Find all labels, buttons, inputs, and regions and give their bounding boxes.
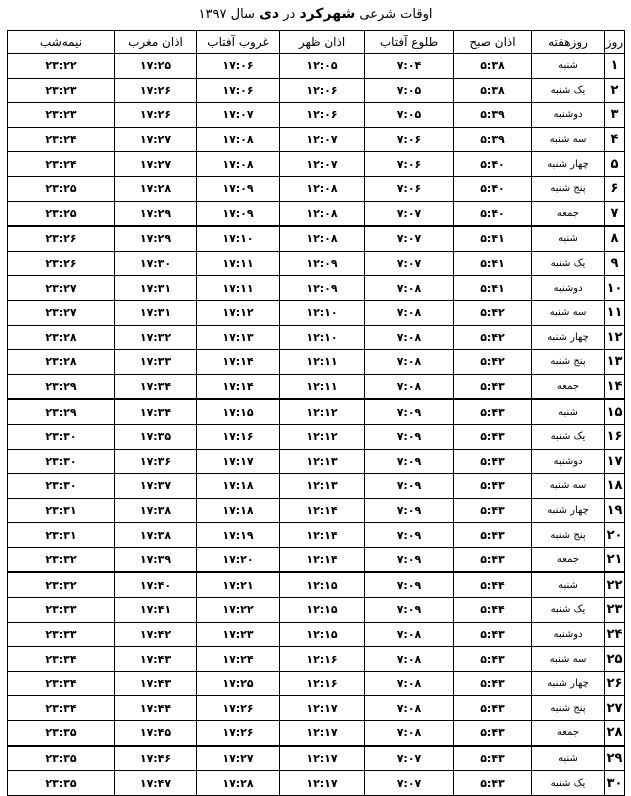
table-row <box>8 498 625 523</box>
dhuhr-time: ۱۲:۰۷ <box>280 152 365 177</box>
weekday: جمعه <box>532 547 605 572</box>
maghrib-time: ۱۷:۲۹ <box>115 226 197 251</box>
sunset-time: ۱۷:۰۶ <box>197 54 280 79</box>
weekday: پنج شنبه <box>532 176 605 201</box>
sunset-time: ۱۷:۰۹ <box>197 201 280 226</box>
midnight-time: ۲۳:۲۶ <box>8 226 115 251</box>
weekday: چهار شنبه <box>532 325 605 350</box>
weekday: یک شنبه <box>532 424 605 449</box>
midnight-time: ۲۳:۲۹ <box>8 374 115 399</box>
fajr-time: ۵:۴۳ <box>454 622 532 647</box>
header-row <box>8 31 625 54</box>
midnight-time: ۲۳:۳۲ <box>8 547 115 572</box>
weekday: پنج شنبه <box>532 696 605 721</box>
fajr-time: ۵:۴۰ <box>454 152 532 177</box>
dhuhr-time: ۱۲:۱۴ <box>280 498 365 523</box>
dhuhr-time: ۱۲:۰۸ <box>280 201 365 226</box>
title-prefix: اوقات شرعی <box>359 7 433 22</box>
day-number: ۲۶ <box>605 671 625 696</box>
weekday: شنبه <box>532 226 605 251</box>
table-row <box>8 276 625 301</box>
dhuhr-time: ۱۲:۱۰ <box>280 325 365 350</box>
maghrib-time: ۱۷:۳۸ <box>115 498 197 523</box>
table-row <box>8 547 625 572</box>
maghrib-time: ۱۷:۴۲ <box>115 622 197 647</box>
dhuhr-time: ۱۲:۰۶ <box>280 78 365 103</box>
weekday: شنبه <box>532 54 605 79</box>
table-row <box>8 103 625 128</box>
page-title <box>0 0 631 28</box>
sunset-time: ۱۷:۲۵ <box>197 671 280 696</box>
day-number: ۱۳ <box>605 350 625 375</box>
table-row <box>8 671 625 696</box>
sunrise-time: ۷:۰۸ <box>365 622 454 647</box>
midnight-time: ۲۳:۳۳ <box>8 622 115 647</box>
weekday: چهار شنبه <box>532 671 605 696</box>
midnight-time: ۲۳:۲۸ <box>8 350 115 375</box>
midnight-time: ۲۳:۲۸ <box>8 325 115 350</box>
midnight-time: ۲۳:۲۷ <box>8 276 115 301</box>
table-row <box>8 176 625 201</box>
maghrib-time: ۱۷:۳۸ <box>115 523 197 548</box>
weekday: شنبه <box>532 399 605 424</box>
maghrib-time: ۱۷:۴۰ <box>115 572 197 597</box>
dhuhr-time: ۱۲:۱۵ <box>280 598 365 623</box>
dhuhr-time: ۱۲:۱۷ <box>280 771 365 796</box>
table-row <box>8 374 625 399</box>
midnight-time: ۲۳:۲۵ <box>8 201 115 226</box>
weekday: چهار شنبه <box>532 152 605 177</box>
day-number: ۹ <box>605 251 625 276</box>
midnight-time: ۲۳:۲۶ <box>8 251 115 276</box>
sunrise-time: ۷:۰۸ <box>365 721 454 746</box>
maghrib-time: ۱۷:۳۴ <box>115 399 197 424</box>
dhuhr-time: ۱۲:۱۲ <box>280 399 365 424</box>
fajr-time: ۵:۳۹ <box>454 103 532 128</box>
day-number: ۲۹ <box>605 746 625 771</box>
dhuhr-time: ۱۲:۱۷ <box>280 746 365 771</box>
maghrib-time: ۱۷:۲۷ <box>115 152 197 177</box>
dhuhr-time: ۱۲:۰۵ <box>280 54 365 79</box>
fajr-time: ۵:۴۲ <box>454 300 532 325</box>
sunrise-time: ۷:۰۸ <box>365 696 454 721</box>
day-number: ۱۹ <box>605 498 625 523</box>
sunrise-time: ۷:۰۷ <box>365 771 454 796</box>
sunrise-time: ۷:۰۸ <box>365 300 454 325</box>
day-number: ۵ <box>605 152 625 177</box>
weekday: جمعه <box>532 374 605 399</box>
dhuhr-time: ۱۲:۱۷ <box>280 696 365 721</box>
table-row <box>8 424 625 449</box>
fajr-time: ۵:۴۳ <box>454 424 532 449</box>
header-sunrise: طلوع آفتاب <box>365 31 454 54</box>
maghrib-time: ۱۷:۴۶ <box>115 746 197 771</box>
weekday: پنج شنبه <box>532 350 605 375</box>
sunset-time: ۱۷:۰۷ <box>197 103 280 128</box>
sunrise-time: ۷:۰۹ <box>365 474 454 499</box>
midnight-time: ۲۳:۳۴ <box>8 671 115 696</box>
sunset-time: ۱۷:۰۸ <box>197 127 280 152</box>
maghrib-time: ۱۷:۲۹ <box>115 201 197 226</box>
day-number: ۸ <box>605 226 625 251</box>
sunrise-time: ۷:۰۸ <box>365 350 454 375</box>
day-number: ۱۴ <box>605 374 625 399</box>
weekday: شنبه <box>532 746 605 771</box>
midnight-time: ۲۳:۳۱ <box>8 498 115 523</box>
fajr-time: ۵:۴۳ <box>454 746 532 771</box>
title-year: ۱۳۹۷ <box>198 7 227 22</box>
maghrib-time: ۱۷:۳۹ <box>115 547 197 572</box>
table-row <box>8 647 625 672</box>
header-dhuhr: اذان ظهر <box>280 31 365 54</box>
sunset-time: ۱۷:۱۷ <box>197 449 280 474</box>
maghrib-time: ۱۷:۲۸ <box>115 176 197 201</box>
table-row <box>8 771 625 796</box>
midnight-time: ۲۳:۲۷ <box>8 300 115 325</box>
midnight-time: ۲۳:۳۴ <box>8 696 115 721</box>
dhuhr-time: ۱۲:۱۰ <box>280 300 365 325</box>
dhuhr-time: ۱۲:۰۹ <box>280 251 365 276</box>
day-number: ۴ <box>605 127 625 152</box>
sunset-time: ۱۷:۲۲ <box>197 598 280 623</box>
dhuhr-time: ۱۲:۱۳ <box>280 474 365 499</box>
sunset-time: ۱۷:۱۳ <box>197 325 280 350</box>
fajr-time: ۵:۴۳ <box>454 547 532 572</box>
day-number: ۱۸ <box>605 474 625 499</box>
day-number: ۱۰ <box>605 276 625 301</box>
day-number: ۲۸ <box>605 721 625 746</box>
sunrise-time: ۷:۰۹ <box>365 449 454 474</box>
table-row <box>8 325 625 350</box>
weekday: دوشنبه <box>532 103 605 128</box>
sunrise-time: ۷:۰۷ <box>365 201 454 226</box>
day-number: ۲۴ <box>605 622 625 647</box>
sunset-time: ۱۷:۱۶ <box>197 424 280 449</box>
sunrise-time: ۷:۰۸ <box>365 374 454 399</box>
dhuhr-time: ۱۲:۰۸ <box>280 226 365 251</box>
day-number: ۱۱ <box>605 300 625 325</box>
sunrise-time: ۷:۰۶ <box>365 152 454 177</box>
sunset-time: ۱۷:۲۷ <box>197 746 280 771</box>
midnight-time: ۲۳:۳۰ <box>8 449 115 474</box>
sunrise-time: ۷:۰۷ <box>365 226 454 251</box>
day-number: ۲۰ <box>605 523 625 548</box>
dhuhr-time: ۱۲:۱۴ <box>280 523 365 548</box>
sunset-time: ۱۷:۲۸ <box>197 771 280 796</box>
midnight-time: ۲۳:۳۳ <box>8 598 115 623</box>
dhuhr-time: ۱۲:۱۵ <box>280 572 365 597</box>
table-row <box>8 523 625 548</box>
day-number: ۳ <box>605 103 625 128</box>
sunrise-time: ۷:۰۴ <box>365 54 454 79</box>
day-number: ۲۵ <box>605 647 625 672</box>
sunrise-time: ۷:۰۹ <box>365 424 454 449</box>
weekday: سه شنبه <box>532 647 605 672</box>
sunset-time: ۱۷:۱۵ <box>197 399 280 424</box>
day-number: ۱ <box>605 54 625 79</box>
fajr-time: ۵:۳۸ <box>454 54 532 79</box>
midnight-time: ۲۳:۳۵ <box>8 771 115 796</box>
table-row <box>8 721 625 746</box>
maghrib-time: ۱۷:۲۵ <box>115 54 197 79</box>
table-row <box>8 78 625 103</box>
weekday: سه شنبه <box>532 127 605 152</box>
fajr-time: ۵:۳۹ <box>454 127 532 152</box>
maghrib-time: ۱۷:۲۶ <box>115 103 197 128</box>
maghrib-time: ۱۷:۳۶ <box>115 449 197 474</box>
dhuhr-time: ۱۲:۰۹ <box>280 276 365 301</box>
title-month: دی <box>259 6 280 22</box>
table-row <box>8 474 625 499</box>
fajr-time: ۵:۴۳ <box>454 671 532 696</box>
fajr-time: ۵:۴۴ <box>454 572 532 597</box>
maghrib-time: ۱۷:۴۱ <box>115 598 197 623</box>
sunrise-time: ۷:۰۹ <box>365 523 454 548</box>
weekday: جمعه <box>532 721 605 746</box>
maghrib-time: ۱۷:۳۵ <box>115 424 197 449</box>
midnight-time: ۲۳:۳۵ <box>8 721 115 746</box>
fajr-time: ۵:۴۳ <box>454 771 532 796</box>
table-row <box>8 746 625 771</box>
prayer-times-table <box>7 30 625 796</box>
sunset-time: ۱۷:۰۸ <box>197 152 280 177</box>
midnight-time: ۲۳:۳۰ <box>8 424 115 449</box>
dhuhr-time: ۱۲:۱۶ <box>280 647 365 672</box>
midnight-time: ۲۳:۲۲ <box>8 54 115 79</box>
midnight-time: ۲۳:۳۵ <box>8 746 115 771</box>
maghrib-time: ۱۷:۳۱ <box>115 276 197 301</box>
fajr-time: ۵:۴۰ <box>454 176 532 201</box>
table-row <box>8 201 625 226</box>
day-number: ۱۷ <box>605 449 625 474</box>
table-row <box>8 622 625 647</box>
weekday: دوشنبه <box>532 276 605 301</box>
sunset-time: ۱۷:۱۴ <box>197 374 280 399</box>
midnight-time: ۲۳:۲۹ <box>8 399 115 424</box>
sunrise-time: ۷:۰۶ <box>365 176 454 201</box>
sunset-time: ۱۷:۲۳ <box>197 622 280 647</box>
header-maghrib: اذان مغرب <box>115 31 197 54</box>
maghrib-time: ۱۷:۳۲ <box>115 325 197 350</box>
sunset-time: ۱۷:۱۱ <box>197 251 280 276</box>
weekday: یک شنبه <box>532 598 605 623</box>
table-row <box>8 54 625 79</box>
day-number: ۲۲ <box>605 572 625 597</box>
weekday: سه شنبه <box>532 474 605 499</box>
day-number: ۳۰ <box>605 771 625 796</box>
sunset-time: ۱۷:۱۱ <box>197 276 280 301</box>
day-number: ۲۱ <box>605 547 625 572</box>
header-midnight: نیمه‌شب <box>8 31 115 54</box>
dhuhr-time: ۱۲:۰۷ <box>280 127 365 152</box>
sunrise-time: ۷:۰۸ <box>365 276 454 301</box>
maghrib-time: ۱۷:۳۰ <box>115 251 197 276</box>
fajr-time: ۵:۴۳ <box>454 696 532 721</box>
dhuhr-time: ۱۲:۱۴ <box>280 547 365 572</box>
dhuhr-time: ۱۲:۱۲ <box>280 424 365 449</box>
title-in: در <box>283 7 296 22</box>
maghrib-time: ۱۷:۴۷ <box>115 771 197 796</box>
day-number: ۱۲ <box>605 325 625 350</box>
dhuhr-time: ۱۲:۱۱ <box>280 374 365 399</box>
table-row <box>8 399 625 424</box>
dhuhr-time: ۱۲:۱۵ <box>280 622 365 647</box>
day-number: ۱۵ <box>605 399 625 424</box>
midnight-time: ۲۳:۳۰ <box>8 474 115 499</box>
midnight-time: ۲۳:۳۴ <box>8 647 115 672</box>
sunrise-time: ۷:۰۵ <box>365 78 454 103</box>
sunrise-time: ۷:۰۹ <box>365 498 454 523</box>
sunset-time: ۱۷:۰۶ <box>197 78 280 103</box>
midnight-time: ۲۳:۲۴ <box>8 127 115 152</box>
table-row <box>8 449 625 474</box>
fajr-time: ۵:۴۰ <box>454 201 532 226</box>
maghrib-time: ۱۷:۳۳ <box>115 350 197 375</box>
dhuhr-time: ۱۲:۰۸ <box>280 176 365 201</box>
sunset-time: ۱۷:۱۸ <box>197 474 280 499</box>
sunrise-time: ۷:۰۸ <box>365 671 454 696</box>
dhuhr-time: ۱۲:۰۶ <box>280 103 365 128</box>
weekday: چهار شنبه <box>532 498 605 523</box>
sunset-time: ۱۷:۱۹ <box>197 523 280 548</box>
sunrise-time: ۷:۰۹ <box>365 399 454 424</box>
table-body <box>8 54 625 796</box>
maghrib-time: ۱۷:۴۳ <box>115 671 197 696</box>
maghrib-time: ۱۷:۳۱ <box>115 300 197 325</box>
fajr-time: ۵:۴۳ <box>454 498 532 523</box>
day-number: ۲۳ <box>605 598 625 623</box>
midnight-time: ۲۳:۳۱ <box>8 523 115 548</box>
header-weekday: روزهفته <box>532 31 605 54</box>
sunrise-time: ۷:۰۸ <box>365 325 454 350</box>
sunset-time: ۱۷:۲۶ <box>197 721 280 746</box>
fajr-time: ۵:۴۳ <box>454 647 532 672</box>
sunset-time: ۱۷:۲۶ <box>197 696 280 721</box>
sunrise-time: ۷:۰۷ <box>365 251 454 276</box>
fajr-time: ۵:۴۲ <box>454 350 532 375</box>
title-city: شهرکرد <box>299 6 356 22</box>
table-row <box>8 300 625 325</box>
day-number: ۷ <box>605 201 625 226</box>
sunrise-time: ۷:۰۷ <box>365 746 454 771</box>
day-number: ۲۷ <box>605 696 625 721</box>
day-number: ۱۶ <box>605 424 625 449</box>
midnight-time: ۲۳:۲۵ <box>8 176 115 201</box>
maghrib-time: ۱۷:۳۴ <box>115 374 197 399</box>
sunset-time: ۱۷:۲۴ <box>197 647 280 672</box>
sunset-time: ۱۷:۲۱ <box>197 572 280 597</box>
fajr-time: ۵:۳۸ <box>454 78 532 103</box>
weekday: یک شنبه <box>532 78 605 103</box>
fajr-time: ۵:۴۲ <box>454 325 532 350</box>
maghrib-time: ۱۷:۴۴ <box>115 696 197 721</box>
table-row <box>8 696 625 721</box>
fajr-time: ۵:۴۳ <box>454 474 532 499</box>
weekday: جمعه <box>532 201 605 226</box>
dhuhr-time: ۱۲:۱۳ <box>280 449 365 474</box>
sunset-time: ۱۷:۲۰ <box>197 547 280 572</box>
sunset-time: ۱۷:۱۴ <box>197 350 280 375</box>
table-row <box>8 350 625 375</box>
sunset-time: ۱۷:۱۲ <box>197 300 280 325</box>
weekday: شنبه <box>532 572 605 597</box>
maghrib-time: ۱۷:۲۷ <box>115 127 197 152</box>
maghrib-time: ۱۷:۴۵ <box>115 721 197 746</box>
fajr-time: ۵:۴۳ <box>454 523 532 548</box>
midnight-time: ۲۳:۲۴ <box>8 152 115 177</box>
midnight-time: ۲۳:۲۳ <box>8 78 115 103</box>
fajr-time: ۵:۴۳ <box>454 399 532 424</box>
weekday: یک شنبه <box>532 251 605 276</box>
table-row <box>8 598 625 623</box>
sunrise-time: ۷:۰۵ <box>365 103 454 128</box>
day-number: ۶ <box>605 176 625 201</box>
dhuhr-time: ۱۲:۱۷ <box>280 721 365 746</box>
table-row <box>8 251 625 276</box>
sunset-time: ۱۷:۱۸ <box>197 498 280 523</box>
fajr-time: ۵:۴۳ <box>454 449 532 474</box>
midnight-time: ۲۳:۲۳ <box>8 103 115 128</box>
title-year-label: سال <box>230 7 255 22</box>
header-fajr: اذان صبح <box>454 31 532 54</box>
table-row <box>8 572 625 597</box>
fajr-time: ۵:۴۱ <box>454 276 532 301</box>
day-number: ۲ <box>605 78 625 103</box>
maghrib-time: ۱۷:۳۷ <box>115 474 197 499</box>
fajr-time: ۵:۴۳ <box>454 374 532 399</box>
sunrise-time: ۷:۰۶ <box>365 127 454 152</box>
header-day: روز <box>605 31 625 54</box>
weekday: پنج شنبه <box>532 523 605 548</box>
sunset-time: ۱۷:۰۹ <box>197 176 280 201</box>
weekday: دوشنبه <box>532 449 605 474</box>
weekday: دوشنبه <box>532 622 605 647</box>
fajr-time: ۵:۴۱ <box>454 226 532 251</box>
weekday: سه شنبه <box>532 300 605 325</box>
weekday: یک شنبه <box>532 771 605 796</box>
fajr-time: ۵:۴۴ <box>454 598 532 623</box>
dhuhr-time: ۱۲:۱۶ <box>280 671 365 696</box>
table-row <box>8 226 625 251</box>
dhuhr-time: ۱۲:۱۱ <box>280 350 365 375</box>
fajr-time: ۵:۴۱ <box>454 251 532 276</box>
table-row <box>8 152 625 177</box>
sunrise-time: ۷:۰۹ <box>365 598 454 623</box>
sunrise-time: ۷:۰۸ <box>365 647 454 672</box>
sunset-time: ۱۷:۱۰ <box>197 226 280 251</box>
fajr-time: ۵:۴۳ <box>454 721 532 746</box>
table-row <box>8 127 625 152</box>
sunrise-time: ۷:۰۹ <box>365 572 454 597</box>
sunrise-time: ۷:۰۹ <box>365 547 454 572</box>
maghrib-time: ۱۷:۴۳ <box>115 647 197 672</box>
midnight-time: ۲۳:۳۲ <box>8 572 115 597</box>
maghrib-time: ۱۷:۲۶ <box>115 78 197 103</box>
header-sunset: غروب آفتاب <box>197 31 280 54</box>
